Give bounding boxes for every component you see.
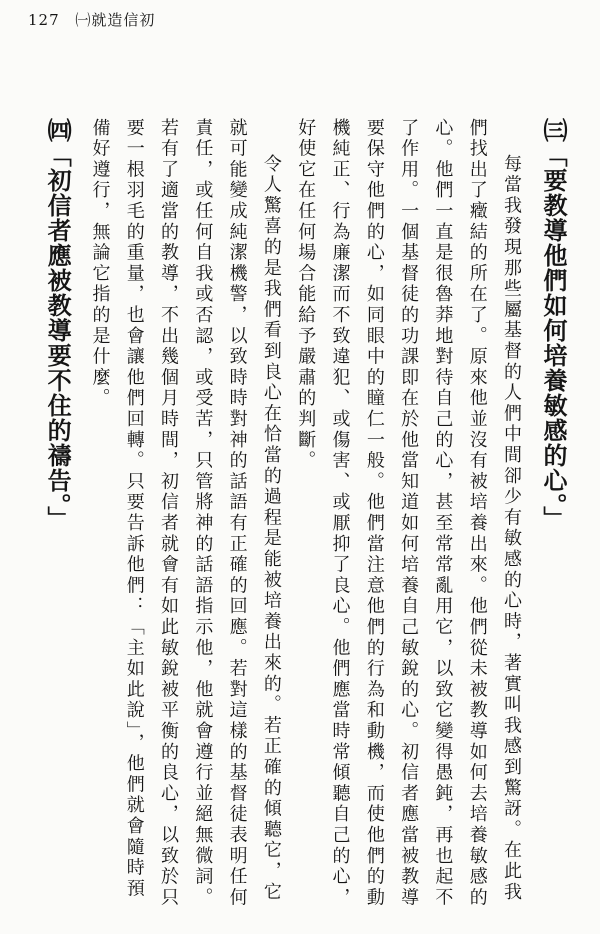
chapter-title: ㈠就造信初: [75, 11, 156, 29]
vertical-text-body: [22, 118, 578, 918]
page-number: 127: [28, 11, 60, 29]
section-3-paragraph-2: 令人驚喜的是我們看到良心在恰當的過程是能被培養出來的。若正確的傾聽它，它就可能變成純潔機警，以致時時對神的話語有正確的回應。若對這樣的基督徒表明任何責任，或任何自我或否認，或受苦，只管將神的話語指示他，他就會遵行並絕無微詞。若有了適當的教導，不出幾個月時間，初信者就會有如此敏銳被平衡的良心，以致於只要一根羽毛的重量，也會讓他們回轉。只要告訴他們：「主如此說」，他們就會隨時預備好遵行，無論它指的是什麼。: [89, 118, 282, 909]
section-3-paragraph-1: 每當我發現那些屬基督的人們中間卻少有敏感的心時，著實叫我感到驚訝。在此我們找出了癥結的所在了。原來他並沒有被培養出來。他們從未被教導如何去培養敏感的心。他們一直是很魯莽地對待自己的心，甚至常常亂用它，以致它變得愚鈍，再也起不了作用。一個基督徒的功課即在於他當知道如何培養自己敏銳的心。初信者應當被教導要保守他們的心，如同眼中的瞳仁一般。他們當注意他們的行為和動機，而使他們的動機純正、行為廉潔而不致違犯、或傷害、或厭抑了良心。他們應當時常傾聽自己的心，好使它在任何場合能給予嚴肅的判斷。: [295, 118, 522, 909]
page-header: [28, 9, 155, 30]
section-4-heading: ㈣「初信者應被教導要不住的禱告。」: [43, 118, 73, 531]
section-3-heading: ㈢「要教導他們如何培養敏感的心。」: [539, 118, 568, 531]
